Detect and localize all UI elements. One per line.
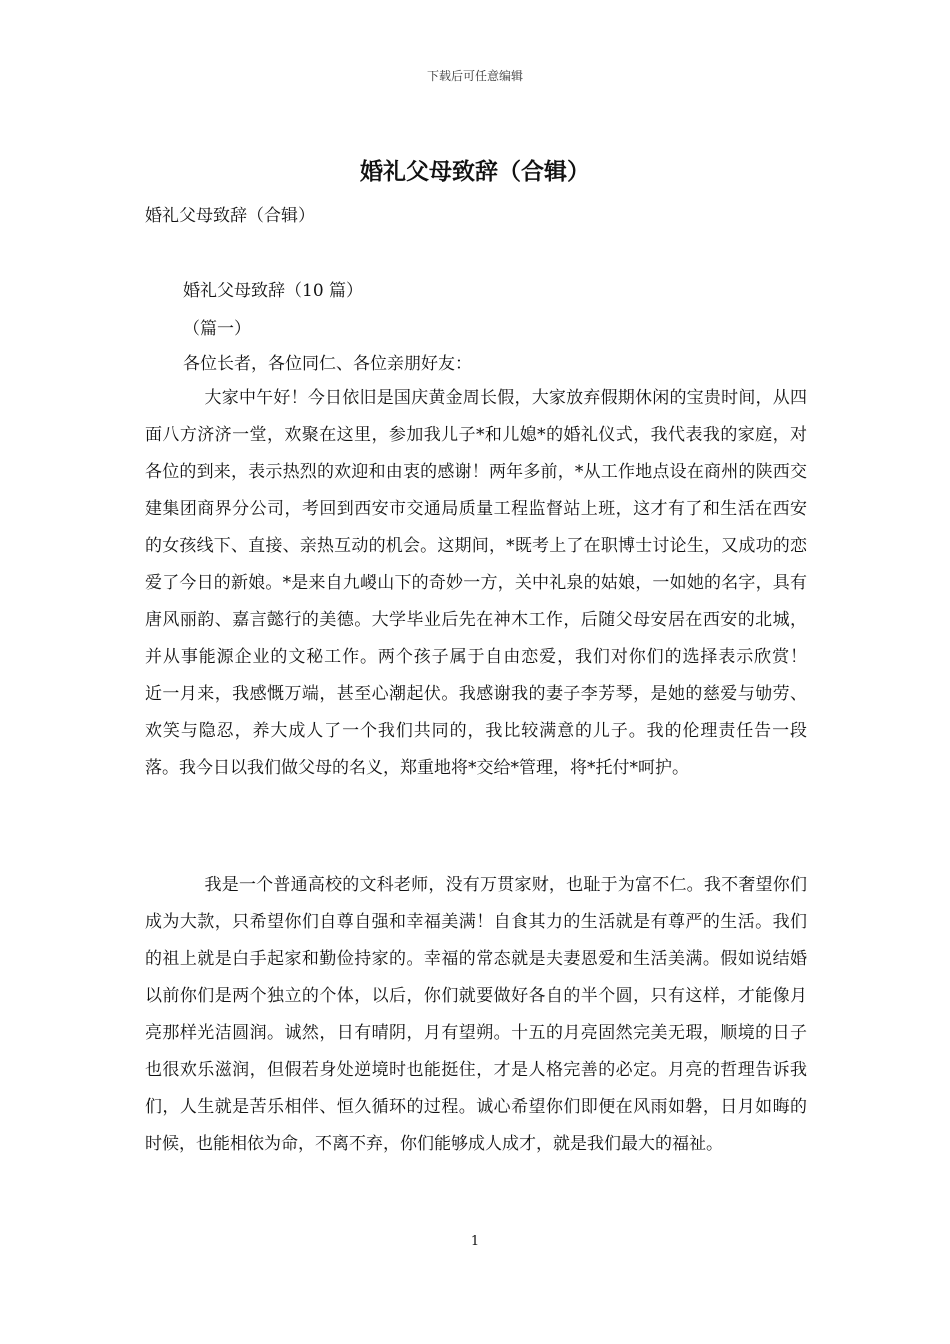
- document-title: 婚礼父母致辞（合辑）: [360, 158, 590, 185]
- header-note: 下载后可任意编辑: [426, 69, 523, 83]
- document-subtitle: 婚礼父母致辞（合辑）: [145, 206, 315, 226]
- greeting-line: 各位长者，各位同仁、各位亲朋好友：: [183, 354, 472, 374]
- page-number: 1: [470, 1234, 480, 1249]
- paragraph-2: 我是一个普通高校的文科老师，没有万贯家财，也耻于为富不仁。我不奢望你们成为大款，只希望你们自尊自强和幸福美满！自食其力的生活就是有尊严的生活。我们的祖上就是白手起家和勤俭持家的。幸福的常态就是夫妻恩爱和生活美满。假如说结婚以前你们是两个独立的个体，以后，你们就要做好各自的半个圆，只有这样，才能像月亮那样光洁圆润。诚然，日有晴阴，月有望朔。十五的月亮固然完美无瑕，顺境的日子也很欢乐滋润，但假若身处逆境时也能挺住，才是人格完善的必定。月亮的哲理告诉我们，人生就是苦乐相伴、恒久循环的过程。诚心希望你们即便在风雨如磐，日月如晦的时候，也能相依为命，不离不弃，你们能够成人成才，就是我们最大的福祉。: [145, 875, 807, 1154]
- section-title: 婚礼父母致辞（10 篇）: [183, 281, 364, 301]
- chapter-label: （篇一）: [183, 319, 251, 339]
- paragraph-1: 大家中午好！今日依旧是国庆黄金周长假，大家放弃假期休闲的宝贵时间，从四面八方济济一堂，欢聚在这里，参加我儿子*和儿媳*的婚礼仪式，我代表我的家庭，对各位的到来，表示热烈的欢迎和由衷的感谢！两年多前，*从工作地点设在商州的陕西交建集团商界分公司，考回到西安市交通局质量工程监督站上班，这才有了和生活在西安的女孩线下、直接、亲热互动的机会。这期间，*既考上了在职博士讨论生，又成功的恋爱了今日的新娘。*是来自九嵕山下的奇妙一方，关中礼泉的姑娘，一如她的名字，具有唐风丽韵、嘉言懿行的美德。大学毕业后先在神木工作，后随父母安居在西安的北城，并从事能源企业的文秘工作。两个孩子属于自由恋爱，我们对你们的选择表示欣赏！ 近一月来，我感慨万端，甚至心潮起伏。我感谢我的妻子李芳琴，是她的慈爱与劬劳、欢笑与隐忍，养大成人了一个我们共同的，我比较满意的儿子。我的伦理责任告一段落。我今日以我们做父母的名义，郑重地将*交给*管理，将*托付*呵护。: [145, 388, 841, 778]
